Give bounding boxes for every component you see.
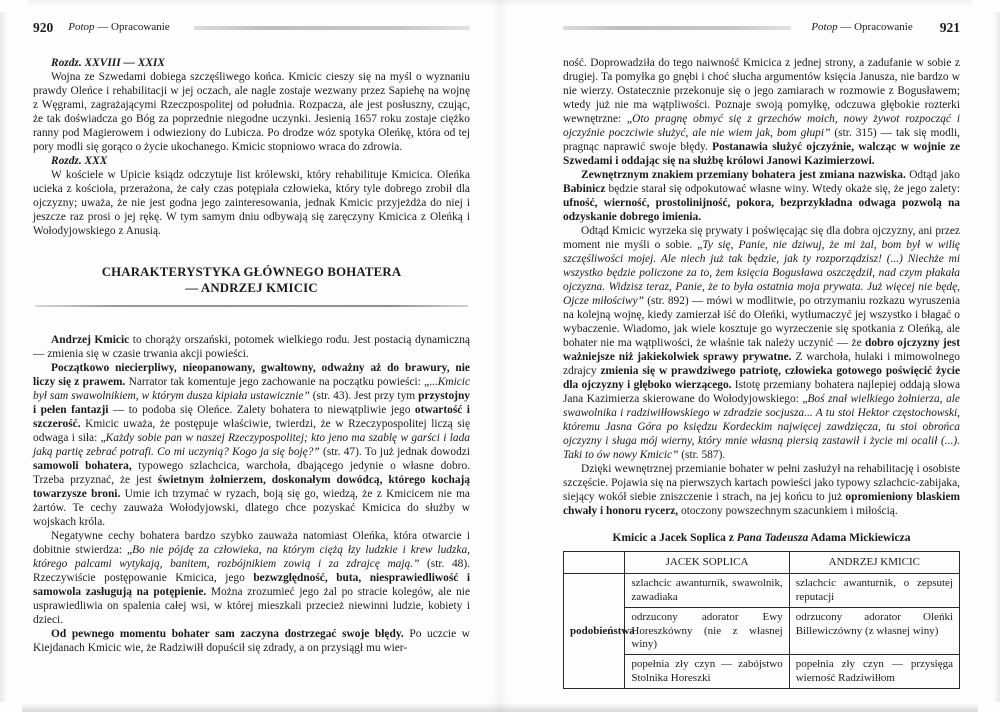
table-caption [563,531,960,545]
text-segment: dobro ojczyzny jest ważniejsze niż jakiekolwiek sprawy prywatne. [563,337,961,363]
row-group-label: podobieństwa [564,574,625,689]
text-segment: Umie ich trzymać w ryzach, boją się go, wiedzą, że z Kmicicem nie ma żartów. Te cechy zauważa Wołodyjowski, dlatego chce pozyskać Kmicica do służby w wojskach króla. [33,488,470,528]
text-segment: zmienia się w prawdziwego patriotę, człowieka gotowego poświęcić życie dla ojczyzny i głęboko wierzącego. [563,365,960,391]
heading-rule [35,305,468,307]
text-segment: Dzięki wewnętrznej przemianie bohater w pełni zasłużył na rehabilitację i osobiste szczęście. Pojawia się na pierwszych kartach powieści jako typowy szlachcic-zabijaka, siejący wokół siebie zniszczenie i strach, na jej końcu to już [563,463,960,503]
table-cell: szlachcic awanturnik, swawolnik, zawadiaka [625,574,789,608]
text-segment: przystojny i pełen fantazji [33,390,470,416]
text-segment: — Opracowanie [94,21,170,33]
running-title [811,20,912,35]
table-cell: odrzucony adorator Oleńki Billewiczówny (z własnej winy) [789,608,959,655]
text-segment: (str. 587). [678,449,726,461]
text-segment: (str. 43). Jest przy tym [309,390,419,402]
text-segment: — Opracowanie [837,21,913,33]
text-segment: Zewnętrznym znakiem przemiany bohatera jest zmiana nazwiska. [581,169,906,181]
text-segment: (str. 48). Rzeczywiście postępowanie Kmicica, jego [33,558,470,584]
text-segment: Ty się, Panie, nie dziwuj, że mi żal, bom był w wilię szczęśliwości mojej. Ale niech już tak będzie, jak ty rozporządzisz! (...) Niechże mi wszystko będzie policzone za to, żem księcia Bogusława oszczędził, nad czym płakała ojczyzna. Widzisz teraz, Panie, że to była ostatnia moja prywata. Już więcej nie będę, Ojcze miłościwy” [563,239,960,307]
text-segment: Z warchoła, hulaki i mimowolnego zdrajcy [563,351,960,377]
text-segment: Postanawia służyć ojczyźnie, walcząc w wojnie ze Szwedami i oddając się na służbę królowi Janowi Kazimierzowi. [563,141,960,167]
comparison-table [563,551,960,689]
paragraph [33,361,470,529]
text-segment: Babinicz [563,183,606,195]
text-segment: Adama Mickiewicza [808,532,911,544]
text-segment: Kmicic uważa, że postępuje właściwie, twierdzi, że w Rzeczypospolitej liczą się odwaga i siła: „ [33,418,470,444]
running-title [68,20,169,35]
text-segment: Rozdz. XXVIII — XXIX [51,57,165,69]
table-row [564,574,960,608]
text-segment: Oto pragnę obmyć się z grzechów moich, nowy żywot rozpocząć i ojczyźnie poczciwie służyć, ale nie wiem jak, bom głupi” [563,113,960,139]
text-segment: Negatywne cechy bohatera bardzo szybko zauważa natomiast Oleńka, która otwarcie i dobitnie stwierdza: „ [33,530,470,556]
book-gutter-shadow [492,0,508,712]
text-segment: ność. Doprowadziła do tego naiwność Kmicica z jednej strony, a zadufanie w sobie z drugiej. Ta pomyłka go gnębi i choć słucha argumentów księcia Janusza, nie bardzo w nie wierzy. Ostatecznie przekonuje się o jego zamiarach w rozmowie z Bogusławem; wtedy już nie ma wątpliwości. Poznaje swoją pomyłkę, odczuwa głębokie rozterki wewnętrzne: „ [563,57,960,125]
text-segment: Potop [68,21,95,33]
text-segment: Po uczcie w Kiejdanach Kmicic wie, że Radziwiłł dopuścił się zdrady, a on przysiągł mu wier- [33,628,471,654]
text-segment: samowoli bohatera, [33,460,132,472]
chapter-heading [33,56,470,70]
text-segment: Od pewnego momentu bohater sam zaczyna dostrzegać swoje błędy. [51,628,404,640]
text-column-left [33,56,470,655]
running-head-left [33,20,470,35]
page-number: 921 [939,20,960,35]
text-segment: otwartość i szczerość. [33,404,470,430]
text-column-right [563,56,960,518]
text-segment: — to podoba się Oleńce. Zalety bohatera to niewątpliwie jego [108,404,415,416]
text-segment: (str. 47). To już jednak dowodzi [319,446,470,458]
paragraph [563,224,960,462]
page-left-edge-shadow [0,12,7,702]
table-cell: szlachcic awanturnik, o zepsutej reputacji [789,574,959,608]
text-segment: Odtąd Kmicic wyrzeka się prywaty i poświęcając się dla dobra ojczyzny, ani przez moment nie myśli o sobie. „ [563,225,960,251]
text-segment: typowego szlachcica, warchoła, dbającego jedynie o własne dobro. Trzeba przyznać, że jest [33,460,470,486]
text-segment: Boś znał wielkiego żołnierza, ale swawolnika i radziwiłłowskiego w zdradzie socjusza... A tu stoi Hektor częstochowski, któremu Jasna Góra po księdzu Kordeckim najwięcej zawdzięcza, tu stoi obrońca ojczyzny i sługa mój wierny, który mnie własną piersią zastawił i życie mi ocalił (...). Taki to ów nowy Kmicic” [563,393,960,461]
text-segment: Istotę przemiany bohatera najlepiej oddają słowa Jana Kazimierza skierowane do Wołodyjowskiego: „ [563,379,960,405]
paragraph [33,70,470,154]
table-cell: popełnia zły czyn — zabójstwo Stolnika Horeszki [625,655,789,689]
table-cell: odrzucony adorator Ewy Horeszkówny (nie z własnej winy) [625,608,789,655]
paragraph [563,56,960,168]
text-segment: świetnym żołnierzem, doskonałym dowódcą, którego kochają towarzysze broni. [33,474,470,500]
text-segment: Można zrozumieć jego żal po stracie kolegów, ale nie usprawiedliwia on spalenia całej wsi, w której mieszkali przecież niewinni ludzie, kobiety i dzieci. [33,586,470,626]
table-header-soplica: JACEK SOPLICA [625,552,789,574]
text-segment: Wojna ze Szwedami dobiega szczęśliwego końca. Kmicic cieszy się na myśl o wyznaniu prawdy Oleńce i rehabilitacji w jej oczach, ale nagle zostaje wezwany przez Sapiehę na wojnę z Węgrami, zagrażającymi Rzeczpospolitej od południa. Rozpacza, ale jest posłuszny, czując, że tak doświadcza go Bóg za poprzednie niegodne uczynki. Jesienią 1657 roku zostaje ciężko ranny pod Magierowem i odwieziony do Lubicza. Po drodze wóz spotyka Oleńkę, która od tej pory modli się gorąco o życie ukochanego. Kmicic stopniowo wraca do zdrowia. [33,71,470,153]
text-segment: (str. 892) — mówi w modlitwie, po otrzymaniu rozkazu wyruszenia na kolejną wojnę, kiedy zamierzał iść do Oleńki, wytłumaczyć jej wszystko i błagać o wybaczenie. Wiadomo, jak wiele kosztuje go wyrzeczenie się spotkania z Oleńką, ale bohater nie ma wątpliwości, że właśnie tak należy uczynić — że [563,295,960,349]
text-segment: bezwzględność, buta, niesprawiedliwość i samowola zasługują na potępienie. [33,572,470,598]
text-segment: Pana Tadeusza [736,532,809,544]
page-right-edge-shadow [993,12,1000,702]
text-segment: Bo nie pójdę za człowieka, na którym ciężą łzy ludzkie i krew ludzka, którego palcami wytykają, banitem, rozbójnikiem zowią i za zdrajcę mają.” [33,544,470,570]
header-rule-bar [563,26,791,30]
paragraph [33,529,470,627]
text-segment: otoczony powszechnym szacunkiem i miłością. [678,505,898,517]
table-header-kmicic: ANDRZEJ KMICIC [789,552,959,574]
paragraph [563,462,960,518]
text-segment: Kmicic był sam swawolnikiem, w którym dusza kipiała ustawicznie” [33,376,471,402]
text-segment: ufność, wierność, prostolinijność, pokora, bezprzykładna odwaga pozwolą na odzyskanie dobrego imienia. [563,197,960,223]
text-segment: Narrator tak komentuje jego zachowanie na początku powieści: „... [125,376,438,388]
text-segment: Każdy sobie pan w naszej Rzeczypospolitej; kto jeno ma szablę w garści i lada jaką partię zebrać potrafi. Co mi uczynią? Kogo ja się boję?” [33,432,470,458]
paragraph [33,333,470,361]
text-segment: Początkowo niecierpliwy, nieopanowany, gwałtowny, odważny aż do brawury, nie liczy się z prawem. [33,362,470,388]
text-segment: (str. 315) — tak się modli, pragnąc naprawić swoje błędy. [563,127,960,153]
page-920 [33,20,470,655]
text-segment: opromieniony blaskiem chwały i honoru rycerz, [563,491,960,517]
page-number: 920 [33,20,54,35]
paragraph [33,627,470,655]
paragraph [33,168,470,238]
text-segment: to chorąży orszański, potomek wielkiego rodu. Jest postacią dynamiczną — zmienia się w czasie trwania akcji powieści. [33,334,470,360]
paragraph [563,168,960,224]
table-cell: popełnia zły czyn — przysięga wierność Radziwiłłom [789,655,959,689]
section-heading [33,264,470,307]
table-corner-cell [564,552,625,574]
text-segment: Rozdz. XXX [51,155,108,167]
text-segment: Potop [811,21,838,33]
running-head-right [563,20,960,35]
text-segment: Andrzej Kmicic [51,334,130,346]
page-921 [563,20,960,689]
header-rule-bar [194,26,470,30]
table-header-row [564,552,960,574]
text-segment: Odtąd jako [905,169,960,181]
chapter-heading [33,154,470,168]
text-segment: W kościele w Upicie ksiądz odczytuje list królewski, który rehabilituje Kmicica. Oleńka ucieka z kościoła, przerażona, że cały czas potępiała człowieka, który tyle dobrego zrobił dla ojczyzny; uważa, że nie jest godna jego zainteresowania, jednak Kmicic przyjeżdża do niej i jeszcze raz prosi o jej rękę. W tym samym dniu odbywają się zaręczyny Kmicica z Oleńką i Wołodyjowskiego z Anusią. [33,169,470,237]
section-heading-line: CHARAKTERYSTYKA GŁÓWNEGO BOHATERA [101,265,402,279]
text-segment: Kmicic a Jacek Soplica z [612,532,737,544]
text-segment: będzie starał się odpokutować własne winy. Wtedy okaże się, że jego zalety: [605,183,960,195]
section-heading-line: — ANDRZEJ KMICIC [185,281,318,295]
